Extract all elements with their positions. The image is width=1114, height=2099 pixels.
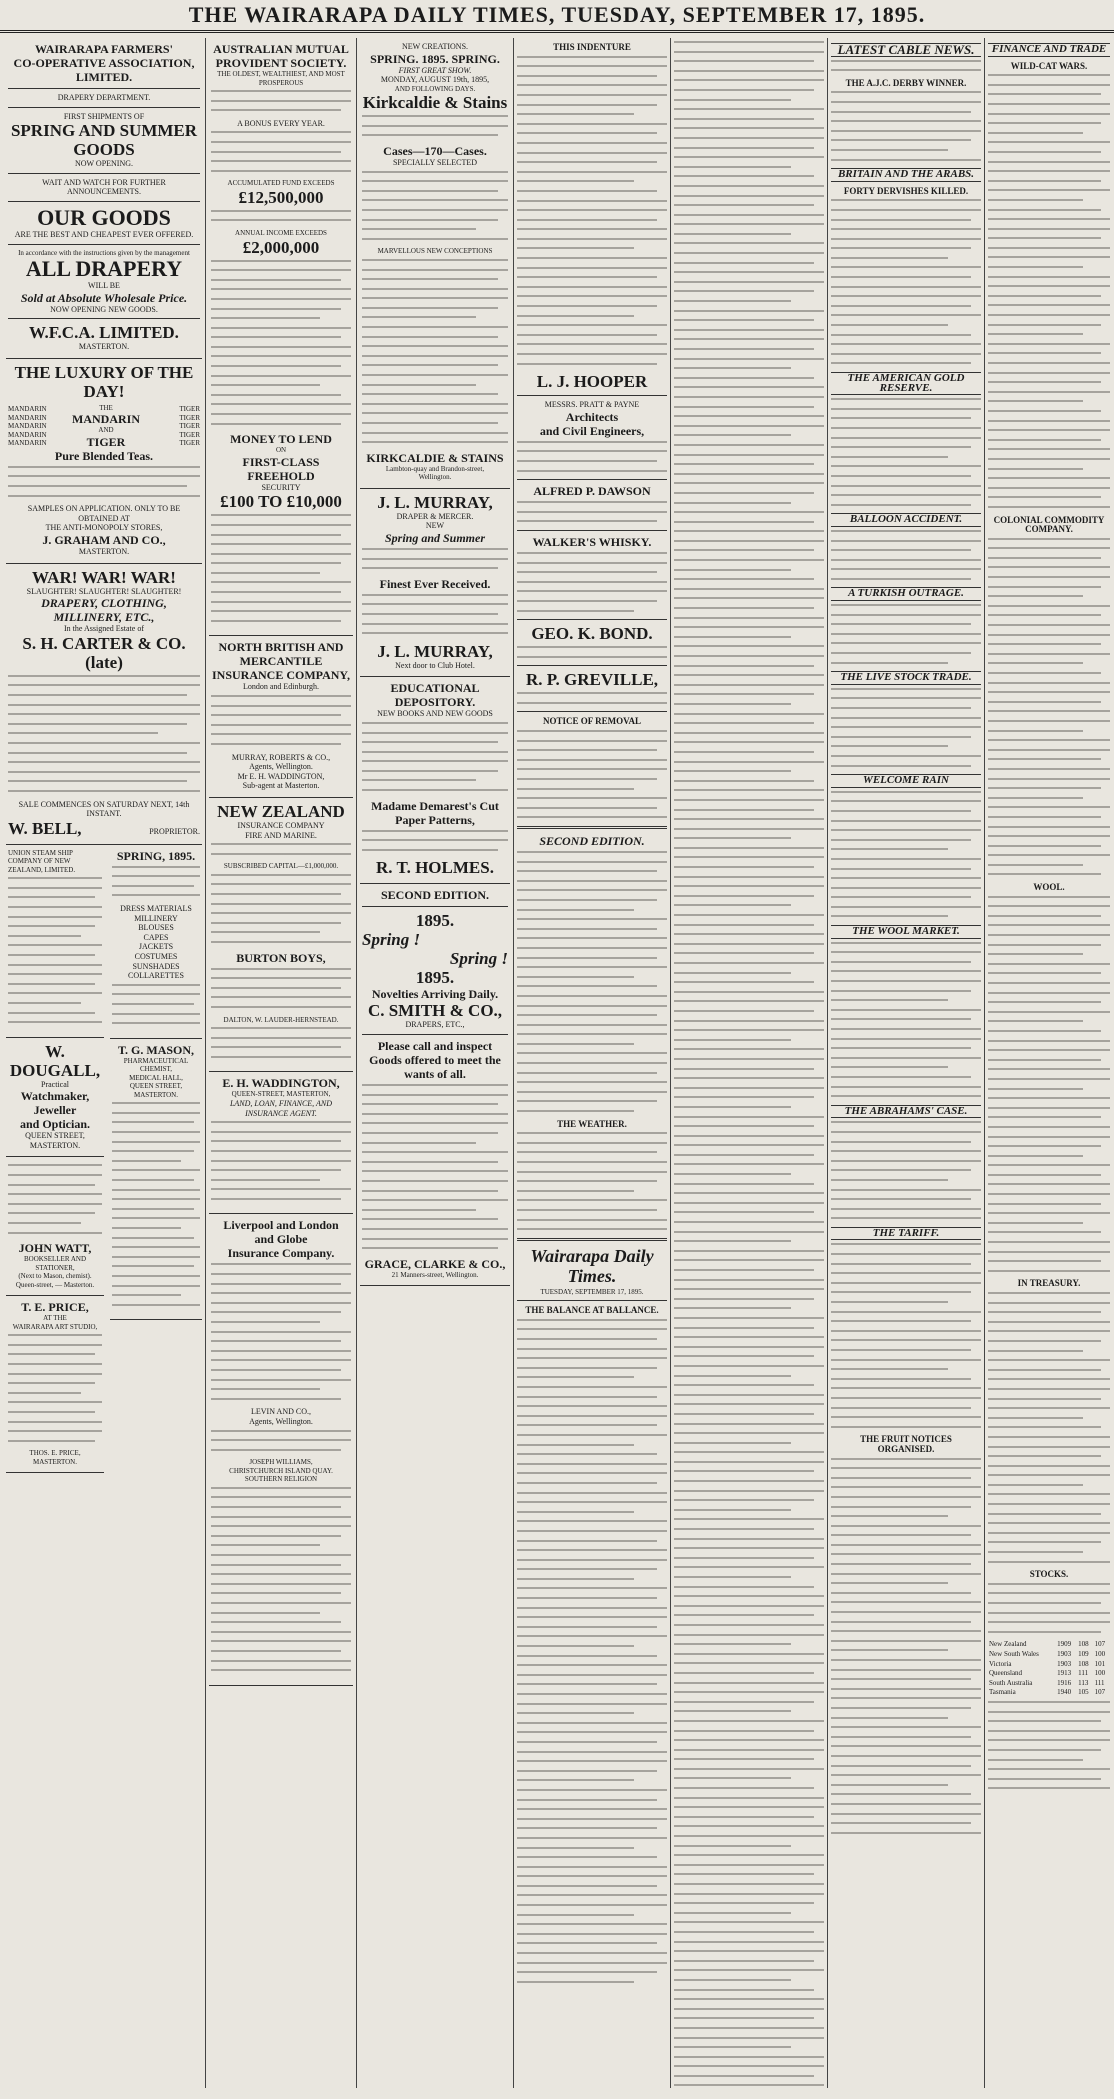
ad-headline: 1895. xyxy=(415,968,455,988)
ad-line: ACCUMULATED FUND EXCEEDS xyxy=(227,179,335,188)
column-rule xyxy=(356,38,357,2088)
ad-line: QUEEN STREET, MASTERTON. xyxy=(129,1082,183,1099)
ad-line: Queen-street, — Masterton. xyxy=(15,1280,95,1289)
ad-line: INSURANCE COMPANY xyxy=(237,820,325,830)
ad-line: UNION STEAM SHIP COMPANY OF NEW ZEALAND, LIMITED. xyxy=(8,848,76,874)
ad-headline: Insurance Company. xyxy=(227,1246,335,1261)
ad-line: BOOKSELLER AND STATIONER, xyxy=(23,1255,87,1272)
news-heading: THE TARIFF. xyxy=(831,1227,981,1241)
murray-advert xyxy=(360,489,510,678)
ad-signature: W. BELL, xyxy=(8,818,82,838)
wfca-advert xyxy=(6,38,202,359)
nz-insurance-advert xyxy=(209,798,353,1072)
ad-line: QUEEN-STREET, MASTERTON, xyxy=(231,1090,331,1099)
table-cell: 1909 xyxy=(1057,1640,1072,1649)
ad-line: JOSEPH WILLIAMS, xyxy=(249,1458,313,1467)
liverpool-advert xyxy=(209,1214,353,1685)
ad-figure: £2,000,000 xyxy=(242,237,320,257)
ad-headline: Cases—170—Cases. xyxy=(383,144,487,159)
table-cell: 107 xyxy=(1094,1688,1106,1697)
table-row xyxy=(988,1660,1110,1670)
ad-headline: J. L. MURRAY, xyxy=(377,492,493,512)
table-cell: 111 xyxy=(1078,1669,1089,1678)
ad-line: NEW BOOKS AND NEW GOODS xyxy=(377,709,493,719)
news-heading: THE LIVE STOCK TRADE. xyxy=(831,671,981,685)
column-4 xyxy=(517,38,667,2088)
ad-line: MEDICAL HALL, xyxy=(129,1073,183,1082)
ad-line: MASTERTON. xyxy=(78,342,130,352)
ad-headline: PROVIDENT SOCIETY. xyxy=(215,56,347,70)
news-heading: IN TREASURY. xyxy=(1017,1278,1081,1289)
editorial-heading: THE BALANCE AT BALLANCE. xyxy=(525,1305,659,1316)
ad-line: NOW OPENING NEW GOODS. xyxy=(50,304,158,314)
amp-advert xyxy=(209,38,353,636)
waddington-advert xyxy=(209,1072,353,1214)
ad-line: SPECIALLY SELECTED xyxy=(392,158,477,168)
ad-headline: AUSTRALIAN MUTUAL xyxy=(213,42,349,56)
ad-line: A BONUS EVERY YEAR. xyxy=(237,118,325,128)
ad-heading: LIMITED. xyxy=(75,70,133,84)
ad-headline: EDUCATIONAL DEPOSITORY. xyxy=(390,681,480,710)
ad-line: PHARMACEUTICAL CHEMIST, xyxy=(123,1056,189,1074)
ad-signature: R. T. HOLMES. xyxy=(376,858,494,878)
table-cell: 100 xyxy=(1094,1669,1106,1678)
table-cell: Tasmania xyxy=(989,1688,1016,1697)
ad-headline: NEW ZEALAND xyxy=(217,801,345,821)
ad-figure: £100 TO £10,000 xyxy=(220,492,342,512)
stocks-table xyxy=(988,1640,1110,1698)
ad-line: WILL BE xyxy=(88,281,120,291)
column-1 xyxy=(6,38,202,2088)
ad-headline: MONEY TO LEND xyxy=(230,432,332,447)
column-rule xyxy=(670,38,671,2088)
ad-line: Watchmaker, Jeweller xyxy=(20,1089,90,1118)
table-cell: 1940 xyxy=(1057,1688,1072,1697)
dougall-advert xyxy=(6,1038,104,1158)
ad-headline: JOHN WATT, xyxy=(18,1241,92,1256)
educational-advert xyxy=(360,677,510,884)
table-cell: 105 xyxy=(1078,1688,1089,1697)
news-heading: A TURKISH OUTRAGE. xyxy=(831,587,981,601)
ad-line: MURRAY, ROBERTS & CO., xyxy=(231,752,331,762)
table-row xyxy=(988,1688,1110,1698)
ad-line: Sub-agent at Masterton. xyxy=(242,781,320,791)
ad-signature: J. L. MURRAY, xyxy=(377,641,493,661)
ad-headline: T. G. MASON, xyxy=(117,1042,195,1057)
ad-headline: WALKER'S WHISKY. xyxy=(532,534,652,549)
ad-heading: WAIRARAPA FARMERS' xyxy=(35,42,173,56)
mason-advert xyxy=(110,1039,202,1321)
ad-headline: TIGER xyxy=(86,434,126,449)
table-cell: 108 xyxy=(1078,1659,1089,1668)
ad-signature: L. J. HOOPER xyxy=(536,372,648,392)
ad-line: DALTON, W. LAUDER-HERNSTEAD. xyxy=(223,1015,339,1024)
ad-signature: KIRKCALDIE & STAINS xyxy=(366,450,504,465)
news-heading: THE A.J.C. DERBY WINNER. xyxy=(845,77,967,88)
table-cell: 100 xyxy=(1094,1649,1106,1658)
ad-line: FIRST GREAT SHOW. xyxy=(398,65,472,75)
ad-headline: OUR GOODS xyxy=(37,204,171,230)
ad-line: MASTERTON. xyxy=(29,1140,81,1150)
news-heading: WILD-CAT WARS. xyxy=(1010,60,1088,71)
news-heading: THE WOOL MARKET. xyxy=(831,925,981,939)
steamship-advert xyxy=(6,845,104,1038)
ad-signature: C. SMITH & CO., xyxy=(367,1001,503,1021)
ad-headline: and Globe xyxy=(254,1232,308,1247)
table-cell: 113 xyxy=(1078,1678,1089,1687)
ad-headline: S. H. CARTER & CO. (late) xyxy=(22,633,186,672)
ad-heading: CO-OPERATIVE ASSOCIATION, xyxy=(13,56,195,70)
ad-headline: FIRST-CLASS FREEHOLD xyxy=(242,454,320,483)
masthead-title: THE WAIRARAPA DAILY TIMES, TUESDAY, SEPTEMBER 17, 1895. xyxy=(188,2,926,27)
column-rule xyxy=(513,38,514,2088)
ad-line: ARE THE BEST AND CHEAPEST EVER OFFERED. xyxy=(14,229,194,239)
ad-line: and Optician. xyxy=(19,1117,91,1132)
news-heading: FORTY DERVISHES KILLED. xyxy=(843,185,969,196)
ad-line: SOUTHERN RELIGION xyxy=(244,1475,318,1484)
ad-line: BLOUSES xyxy=(138,923,174,933)
table-cell: 1903 xyxy=(1057,1659,1072,1668)
ad-headline: ALL DRAPERY xyxy=(25,256,183,282)
ad-headline: R. P. GREVILLE, xyxy=(525,670,659,690)
table-cell: Victoria xyxy=(989,1659,1012,1668)
ad-headline: E. H. WADDINGTON, xyxy=(222,1076,340,1091)
table-cell: New South Wales xyxy=(989,1649,1039,1658)
news-heading: BRITAIN AND THE ARABS. xyxy=(831,168,981,182)
ad-line: London and Edinburgh. xyxy=(242,682,320,692)
ad-line: INSURANCE AGENT. xyxy=(245,1108,317,1118)
ad-signature: GRACE, CLARKE & CO., xyxy=(364,1256,506,1271)
ad-line: DRESS MATERIALS xyxy=(120,904,192,914)
ad-headline: 1895. xyxy=(415,911,455,931)
ad-headline: T. E. PRICE, xyxy=(21,1300,89,1315)
column-rule xyxy=(984,38,985,2088)
ad-headline: WAR! WAR! WAR! xyxy=(32,567,176,587)
ad-line: LAND, LOAN, FINANCE, AND xyxy=(229,1098,333,1108)
smith-advert xyxy=(360,884,510,1286)
ad-line: THE xyxy=(99,403,113,412)
notice-heading: THE WEATHER. xyxy=(557,1118,627,1129)
ad-headline: THE LUXURY OF THE DAY! xyxy=(14,362,194,401)
table-cell: 1903 xyxy=(1057,1649,1072,1658)
ad-line: DRAPER & MERCER. xyxy=(396,511,474,521)
ad-line: wants of all. xyxy=(404,1067,466,1082)
ad-headline: MANDARIN xyxy=(72,412,140,427)
ad-line: Wellington. xyxy=(418,473,452,482)
masthead xyxy=(0,0,1114,33)
ad-line: WAIRARAPA ART STUDIO, xyxy=(12,1322,98,1331)
ad-signature: J. GRAHAM AND CO., xyxy=(42,533,166,547)
ad-line: Next door to Club Hotel. xyxy=(395,660,475,670)
ad-line: COLLARETTES xyxy=(128,971,184,981)
ad-line: 21 Manners-street, Wellington. xyxy=(391,1270,479,1279)
ad-line: (Next to Mason, chemist). xyxy=(18,1272,92,1281)
ad-line: AND xyxy=(98,426,114,435)
ad-headline: GEO. K. BOND. xyxy=(531,624,653,644)
ad-line: MESSRS. PRATT & PAYNE xyxy=(544,400,640,410)
ad-figure: £12,500,000 xyxy=(238,187,324,207)
column-1-right xyxy=(110,845,202,1474)
column-rule xyxy=(827,38,828,2088)
table-cell: South Australia xyxy=(989,1678,1033,1687)
ad-headline: SPRING AND SUMMER GOODS xyxy=(10,121,198,160)
ad-headline: and Civil Engineers, xyxy=(539,423,645,438)
ad-line: ON xyxy=(275,446,287,455)
ad-line: SUNSHADES xyxy=(132,961,180,971)
news-heading: BALLOON ACCIDENT. xyxy=(831,513,981,527)
ad-headline: SECOND EDITION. xyxy=(380,888,490,903)
ad-line: COSTUMES xyxy=(134,952,178,962)
tea-advert: THE LUXURY OF THE DAY! MANDARIN MANDARIN MANDARIN MANDARIN MANDARIN THE MANDARIN AND TIGER TIGER TIGER TIGER TIGER TIGER Pure Blended Teas. SAMPLES ON APPLICATION. ONLY TO BE OBTAINED AT THE ANTI-MONOPOLY STORES, J. GRAHAM AND CO., MASTERTON. xyxy=(6,359,202,564)
ad-line: NEW xyxy=(425,521,445,531)
table-row xyxy=(988,1640,1110,1650)
section-heading: SECOND EDITION. xyxy=(539,834,645,848)
ad-line: Practical xyxy=(41,1079,69,1089)
ad-line: DRAPERS, ETC., xyxy=(405,1020,465,1030)
ad-line: THE ANTI-MONOPOLY STORES, xyxy=(45,523,163,533)
section-heading: LATEST CABLE NEWS. xyxy=(831,43,981,57)
ad-line: AND FOLLOWING DAYS. xyxy=(394,84,476,93)
ad-line: AT THE xyxy=(43,1314,67,1323)
news-text xyxy=(674,41,824,2088)
price-advert xyxy=(6,1296,104,1473)
ad-headline: Madame Demarest's Cut Paper Patterns, xyxy=(371,798,499,827)
notice-heading: THIS INDENTURE xyxy=(553,42,631,52)
ad-line: FIRST SHIPMENTS OF xyxy=(63,111,145,121)
table-cell: 109 xyxy=(1078,1649,1089,1658)
ad-headline: NORTH BRITISH AND MERCANTILE INSURANCE COMPANY, xyxy=(211,640,350,683)
ad-line: CAPES xyxy=(143,932,169,942)
column-5 xyxy=(674,38,824,2088)
ad-line: NOW OPENING. xyxy=(74,159,134,169)
table-cell: 108 xyxy=(1078,1640,1089,1649)
north-british-advert xyxy=(209,636,353,798)
ad-line: In the Assigned Estate of xyxy=(64,624,144,634)
ad-headline: Liverpool and London xyxy=(223,1218,339,1233)
ad-headline: BURTON BOYS, xyxy=(236,950,326,965)
ad-line: SLAUGHTER! SLAUGHTER! SLAUGHTER! xyxy=(26,586,182,596)
news-heading: THE ABRAHAMS' CASE. xyxy=(831,1105,981,1119)
news-heading: THE AMERICAN GOLD RESERVE. xyxy=(831,372,981,395)
ad-line: LEVIN AND CO., xyxy=(251,1407,311,1417)
table-cell: 101 xyxy=(1094,1659,1106,1668)
news-heading: WELCOME RAIN xyxy=(831,774,981,788)
ad-headline: Spring ! xyxy=(362,930,421,950)
news-heading: STOCKS. xyxy=(1029,1569,1069,1580)
ad-line: Goods offered to meet the xyxy=(369,1053,501,1068)
ad-line: JACKETS xyxy=(138,942,174,952)
spring-advert xyxy=(110,845,202,1039)
ad-line: DRAPERY DEPARTMENT. xyxy=(57,93,151,102)
ad-headline: Kirkcaldie & Stains xyxy=(362,93,508,113)
table-cell: New Zealand xyxy=(989,1640,1027,1649)
column-2 xyxy=(209,38,353,2088)
table-cell: 1913 xyxy=(1057,1669,1072,1678)
ad-line: SUBSCRIBED CAPITAL—£1,000,000. xyxy=(223,862,339,871)
ad-line: PROPRIETOR. xyxy=(149,826,200,836)
ad-line: Mr E. H. WADDINGTON, xyxy=(237,771,325,781)
section-heading: FINANCE AND TRADE xyxy=(988,43,1110,57)
column-6 xyxy=(831,38,981,2088)
editorial-date: TUESDAY, SEPTEMBER 17, 1895. xyxy=(540,1287,644,1296)
table-cell: 111 xyxy=(1094,1678,1105,1687)
ad-line: Agents, Wellington. xyxy=(249,762,313,772)
ad-headline: SPRING, 1895. xyxy=(116,848,196,863)
ad-line: MARVELLOUS NEW CONCEPTIONS xyxy=(377,247,493,256)
ad-line: WAIT AND WATCH FOR FURTHER ANNOUNCEMENTS. xyxy=(42,177,166,197)
ad-line: THOS. E. PRICE, MASTERTON. xyxy=(29,1449,81,1466)
news-heading: WOOL. xyxy=(1033,882,1065,893)
ad-headline: SPRING. 1895. SPRING. xyxy=(370,51,500,66)
ad-line: In accordance with the instructions given by the management xyxy=(18,248,190,257)
war-advert xyxy=(6,564,202,845)
ad-line: NEW CREATIONS. xyxy=(401,42,469,51)
column-1-left xyxy=(6,845,104,1474)
news-heading: THE FRUIT NOTICES ORGANISED. xyxy=(860,1434,952,1454)
table-row xyxy=(988,1669,1110,1679)
watt-advert xyxy=(6,1157,104,1296)
ad-headline: Finest Ever Received. xyxy=(379,576,491,591)
kirkcaldie-advert xyxy=(360,38,510,489)
ad-line: CHRISTCHURCH ISLAND QUAY. xyxy=(229,1466,333,1475)
ad-line: SALE COMMENCES ON SATURDAY NEXT, 14th INSTANT. xyxy=(18,799,190,819)
table-cell: 1916 xyxy=(1057,1678,1072,1687)
ad-headline: ALFRED P. DAWSON xyxy=(533,484,651,499)
ad-line: Lambton-quay and Brandon-street, xyxy=(385,464,485,473)
ad-line: MASTERTON. xyxy=(78,547,130,556)
ad-headline: Architects xyxy=(565,409,619,424)
table-cell: 107 xyxy=(1094,1640,1106,1649)
news-heading: COLONIAL COMMODITY COMPANY. xyxy=(993,514,1105,535)
ad-headline: Spring and Summer xyxy=(384,530,486,545)
table-row xyxy=(988,1650,1110,1660)
ad-headline: Novelties Arriving Daily. xyxy=(371,987,499,1002)
notice-heading: NOTICE OF REMOVAL xyxy=(542,716,641,727)
ad-headline: Pure Blended Teas. xyxy=(54,448,154,463)
ad-headline: DRAPERY, CLOTHING, MILLINERY, ETC., xyxy=(41,596,167,625)
ad-line: QUEEN STREET, xyxy=(25,1131,85,1141)
ad-line: SECURITY xyxy=(261,482,301,492)
ad-line: SAMPLES ON APPLICATION. ONLY TO BE OBTAINED AT xyxy=(27,504,181,523)
column-3 xyxy=(360,38,510,2088)
ad-line: FIRE AND MARINE. xyxy=(245,830,317,840)
ad-line: MILLINERY xyxy=(134,913,178,923)
column-rule xyxy=(205,38,206,2088)
ad-line: Agents, Wellington. xyxy=(249,1416,313,1426)
ad-headline: Spring ! xyxy=(449,949,508,969)
ad-line: THE OLDEST, WEALTHIEST, AND MOST PROSPEROUS xyxy=(217,70,345,87)
editorial-title: Wairarapa Daily Times. xyxy=(530,1245,654,1286)
ad-signature: W.F.C.A. LIMITED. xyxy=(29,323,179,343)
ad-line: ANNUAL INCOME EXCEEDS xyxy=(235,229,327,238)
ad-headline: Sold at Absolute Wholesale Price. xyxy=(20,290,188,305)
table-row xyxy=(988,1679,1110,1689)
column-7 xyxy=(988,38,1110,2088)
ad-line: MONDAY, AUGUST 19th, 1895, xyxy=(380,75,490,85)
ad-line: Please call and inspect xyxy=(377,1039,493,1054)
ad-headline: W. DOUGALL, xyxy=(9,1041,101,1080)
table-cell: Queensland xyxy=(989,1669,1023,1678)
